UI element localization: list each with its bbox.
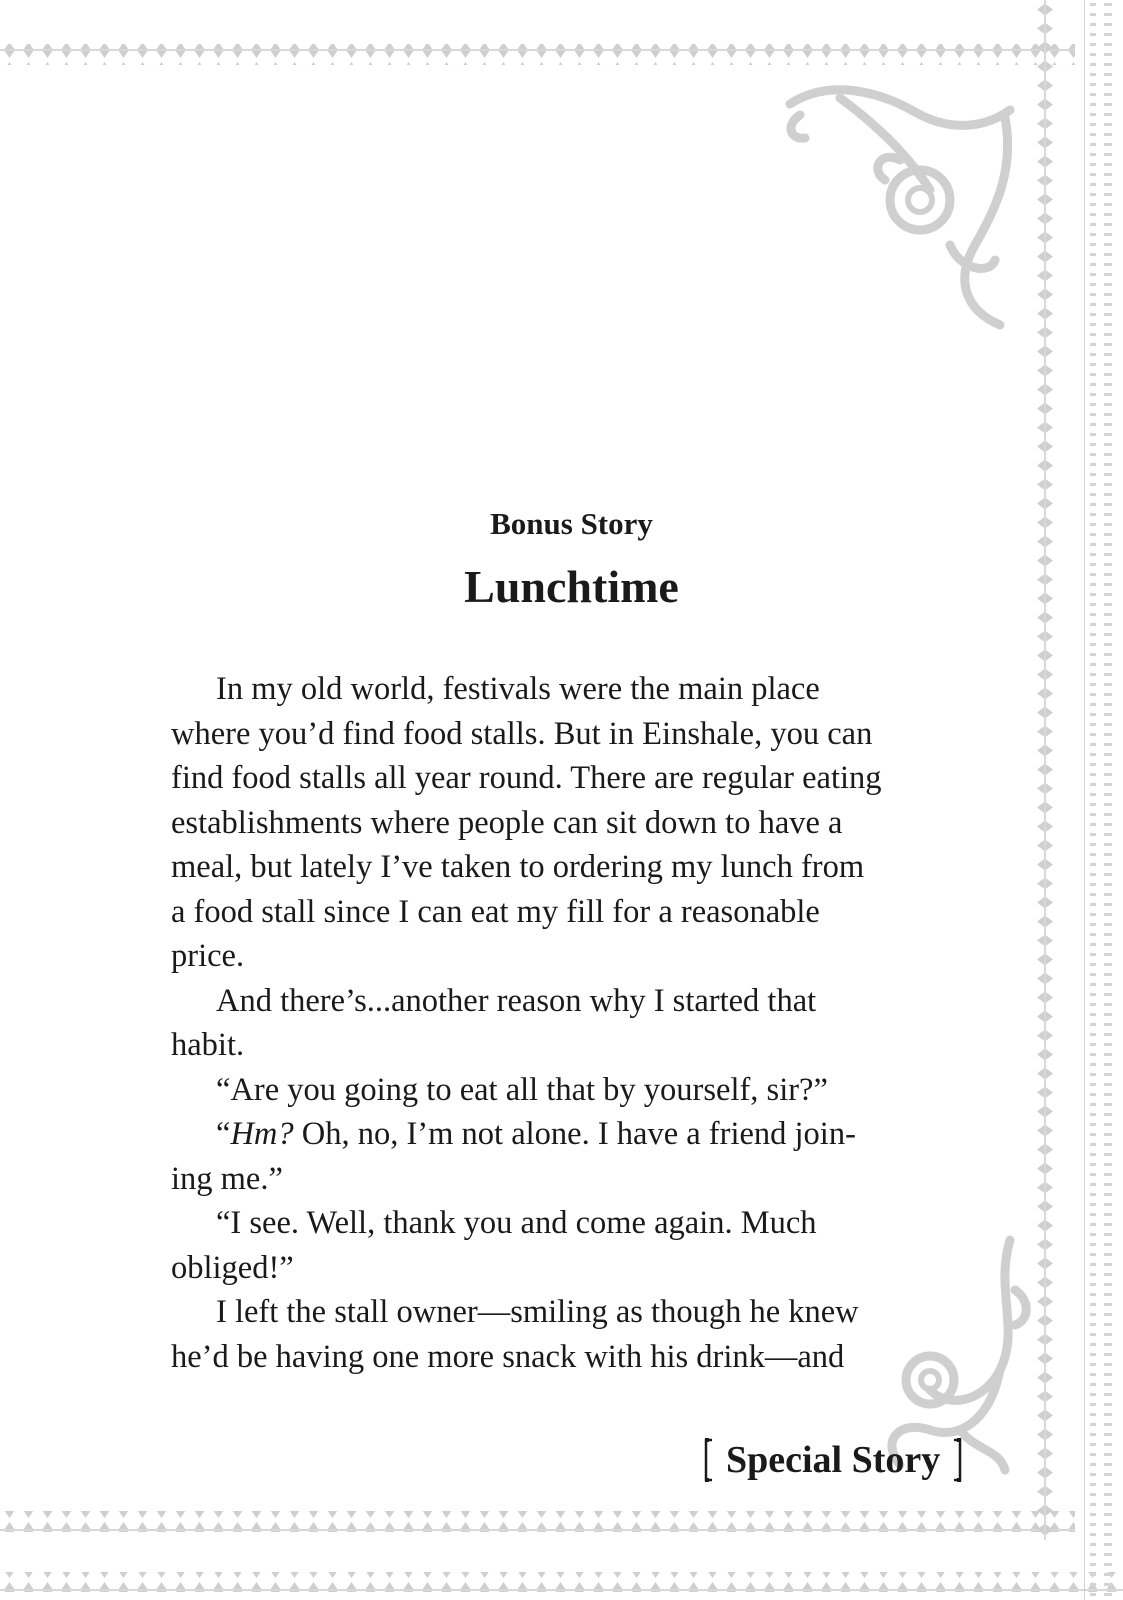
text-line: meal, but lately I’ve taken to ordering my lunch from	[171, 849, 865, 885]
left-bracket-icon	[702, 1438, 716, 1482]
text-line: establishments where people can sit down to have a	[171, 804, 843, 841]
subtitle: Bonus Story	[490, 506, 653, 541]
bottom-border	[0, 1511, 1075, 1532]
right-border	[1032, 0, 1056, 1540]
text-line: where you’d find food stalls. But in Einshale, you can	[171, 715, 873, 752]
text-line: “Are you going to eat all that by yourself, sir?”	[216, 1071, 828, 1108]
italic-word: Hm?	[230, 1116, 294, 1152]
corner-flourish-top	[790, 90, 1010, 325]
text-line: he’d be having one more snack with his drink—and	[171, 1338, 845, 1375]
text-line: ing me.”	[171, 1160, 283, 1197]
text-line: a food stall since I can eat my fill for a reasonable	[171, 893, 820, 930]
story-text	[171, 667, 961, 1379]
text-line: And there’s...another reason why I started that	[216, 982, 817, 1019]
right-bracket-icon	[950, 1438, 964, 1482]
text-line: “I see. Well, thank you and come again. Much	[216, 1205, 817, 1241]
special-story-label	[702, 1432, 964, 1488]
text-line: habit.	[171, 1027, 245, 1063]
text-line: In my old world, festivals were the main place	[216, 671, 820, 707]
text-line: obliged!”	[171, 1249, 294, 1286]
text-line: I left the stall owner—smiling as though he knew	[216, 1294, 859, 1330]
chapter-title: Lunchtime	[464, 561, 679, 612]
text-line-with-italic	[171, 1112, 961, 1157]
top-border	[0, 44, 1075, 65]
text-line: find food stalls all year round. There are regular eating	[171, 760, 882, 796]
space	[294, 1116, 302, 1152]
text-line-rest: Oh, no, I’m not alone. I have a friend join-	[301, 1116, 856, 1152]
footer-text: Special Story	[726, 1439, 941, 1481]
text-line: price.	[171, 938, 245, 974]
quote-open: “	[216, 1116, 231, 1152]
